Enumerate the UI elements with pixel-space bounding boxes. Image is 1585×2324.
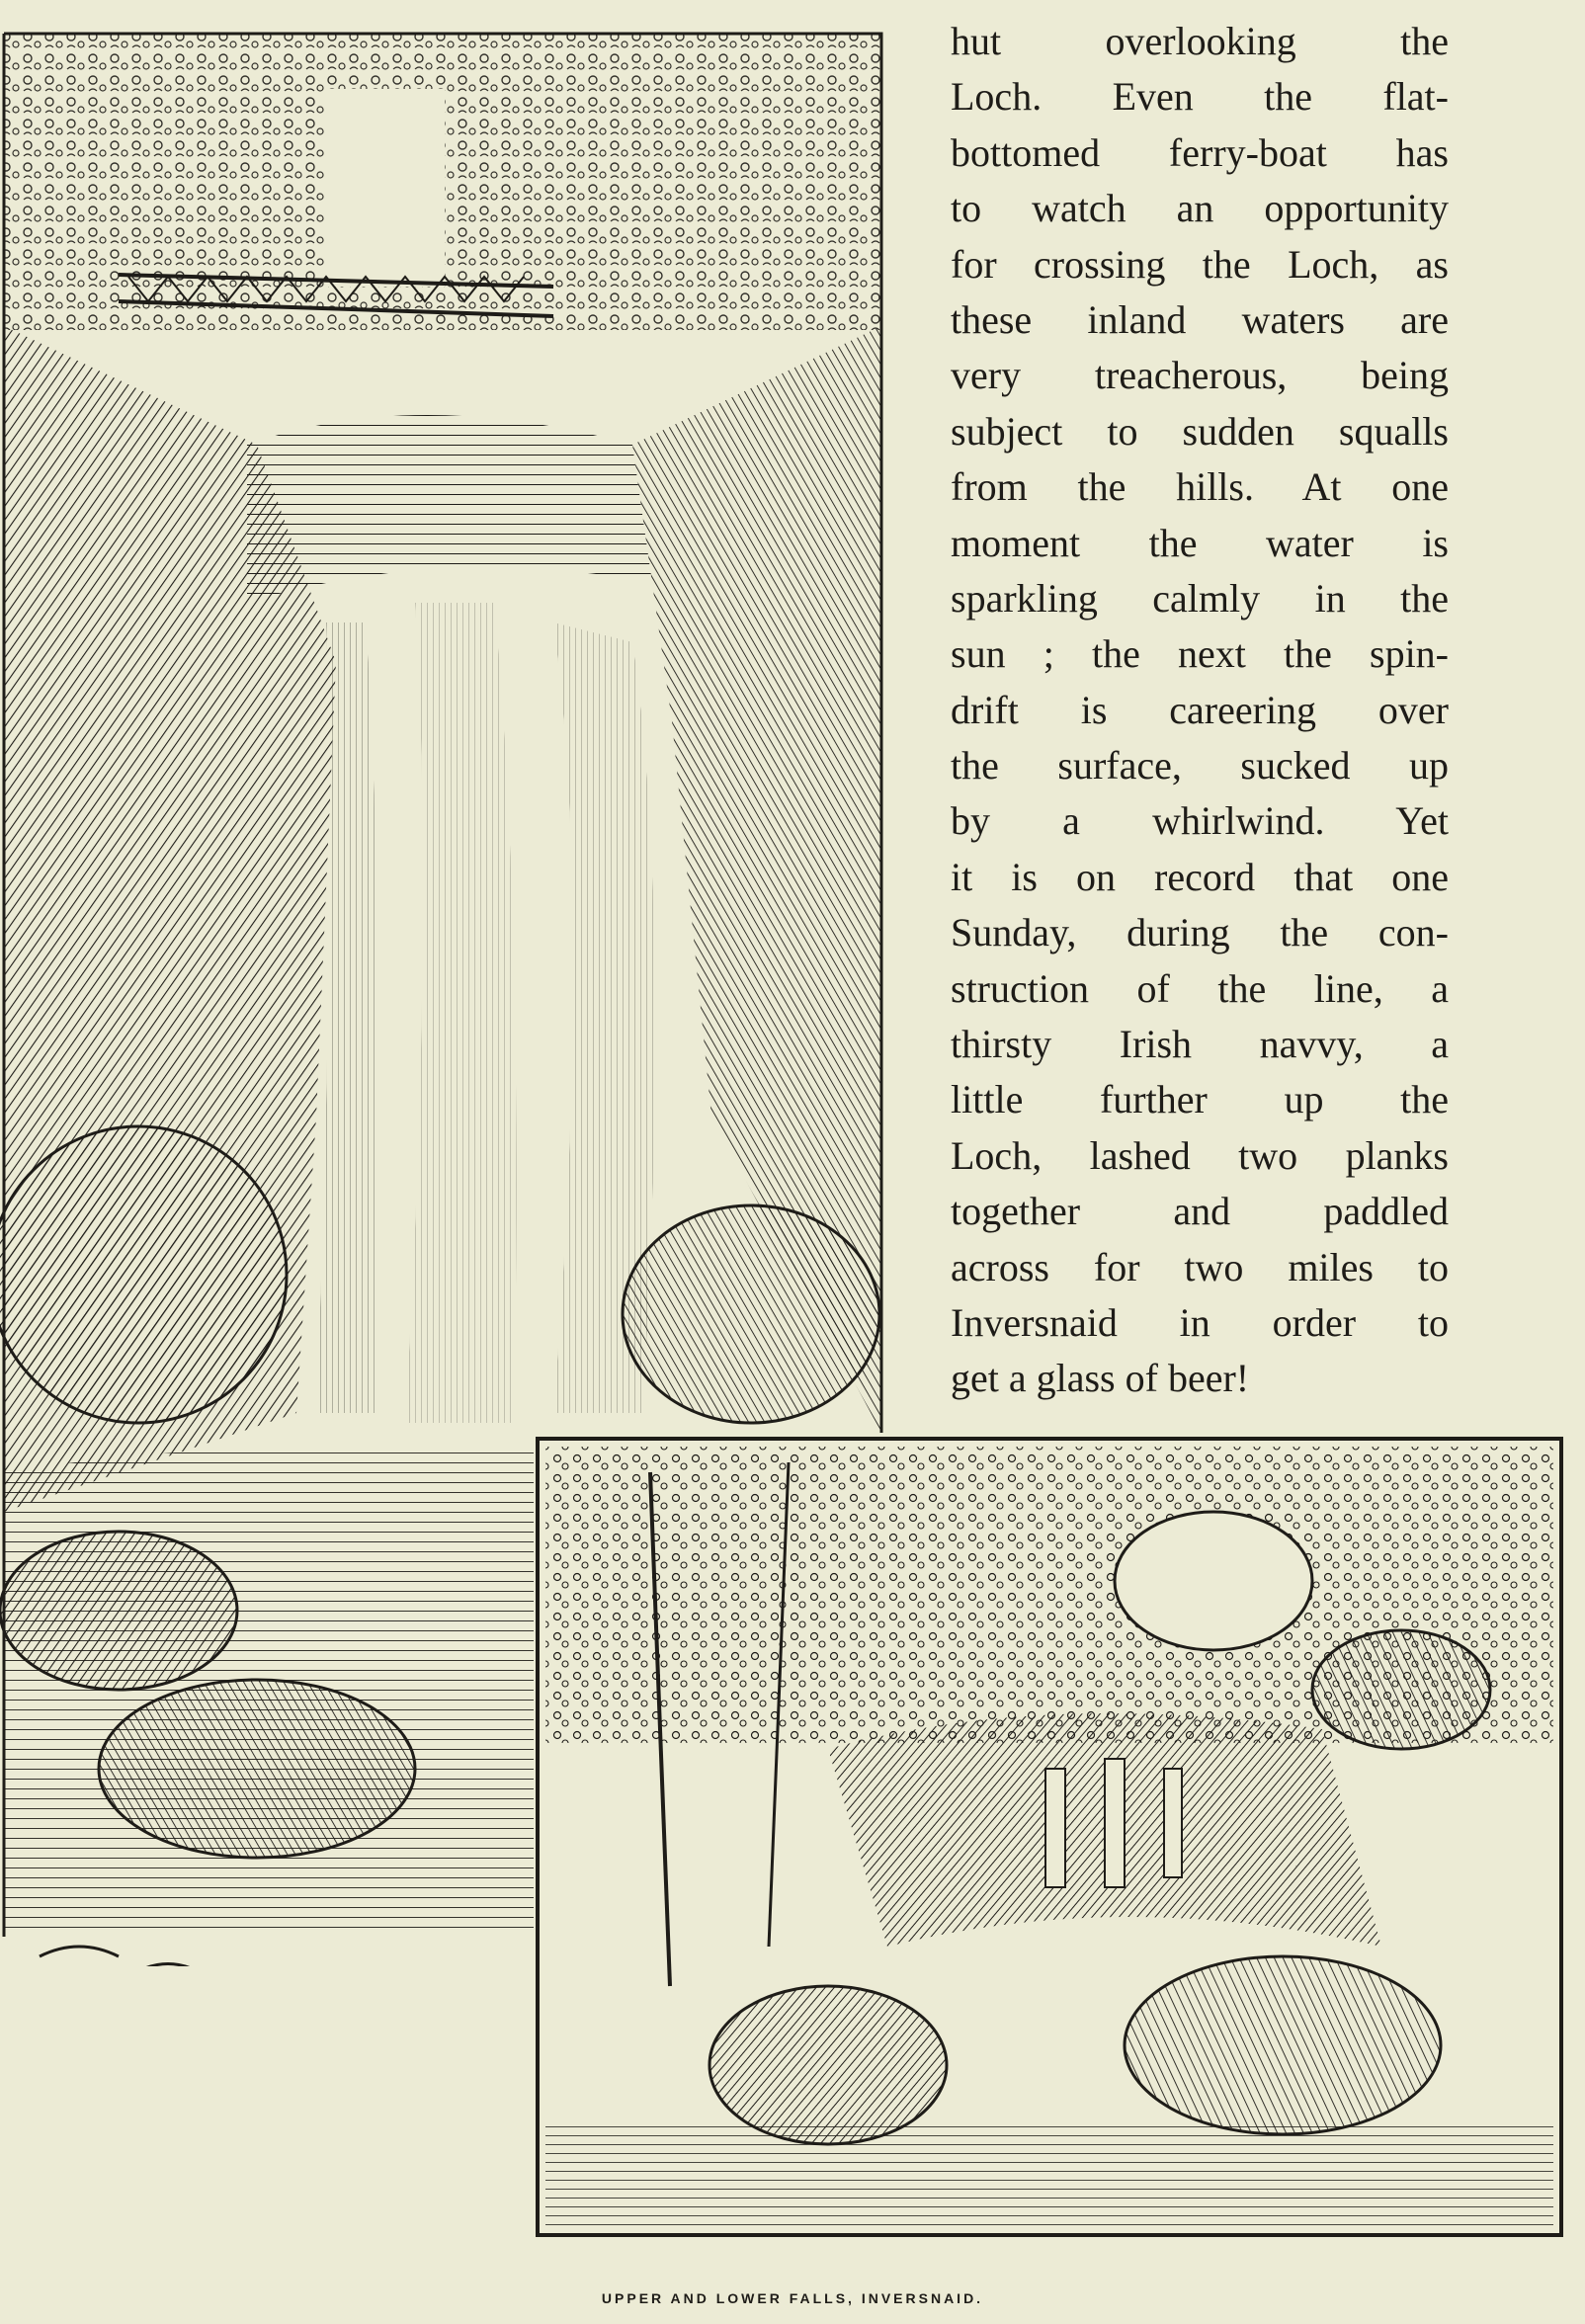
text-line: the surface, sucked up [951,743,1449,788]
text-line: together and paddled [951,1189,1449,1234]
text-line: Sunday, during the con- [951,910,1449,955]
text-line: these inland waters are [951,296,1449,342]
text-line: thirsty Irish navvy, a [951,1022,1449,1067]
text-line: Inversnaid in order to [951,1299,1449,1345]
text-line: for crossing the Loch, as [951,241,1449,287]
text-line: Loch. Even the flat- [951,74,1449,120]
text-line: subject to sudden squalls [951,408,1449,454]
text-line: bottomed ferry-boat has [951,129,1449,175]
text-line: from the hills. At one [951,464,1449,510]
lower-falls-illustration [532,1433,1567,2241]
text-line: to watch an opportunity [951,186,1449,231]
text-line: by a whirlwind. Yet [951,798,1449,844]
text-line: struction of the line, a [951,965,1449,1011]
text-line: very treacherous, being [951,353,1449,398]
text-line: sparkling calmly in the [951,575,1449,621]
text-line: moment the water is [951,520,1449,565]
text-line: it is on record that one [951,854,1449,899]
text-line: Loch, lashed two planks [951,1132,1449,1178]
body-text-column [951,14,1449,1407]
figure-caption: UPPER AND LOWER FALLS, INVERSNAID. [601,2290,984,2306]
text-line: get a glass of beer! [951,1356,1250,1401]
text-line: hut overlooking the [951,19,1449,63]
text-line: little further up the [951,1077,1449,1122]
text-line: sun ; the next the spin- [951,631,1449,677]
text-line: across for two miles to [951,1244,1449,1289]
text-line: drift is careering over [951,687,1449,732]
